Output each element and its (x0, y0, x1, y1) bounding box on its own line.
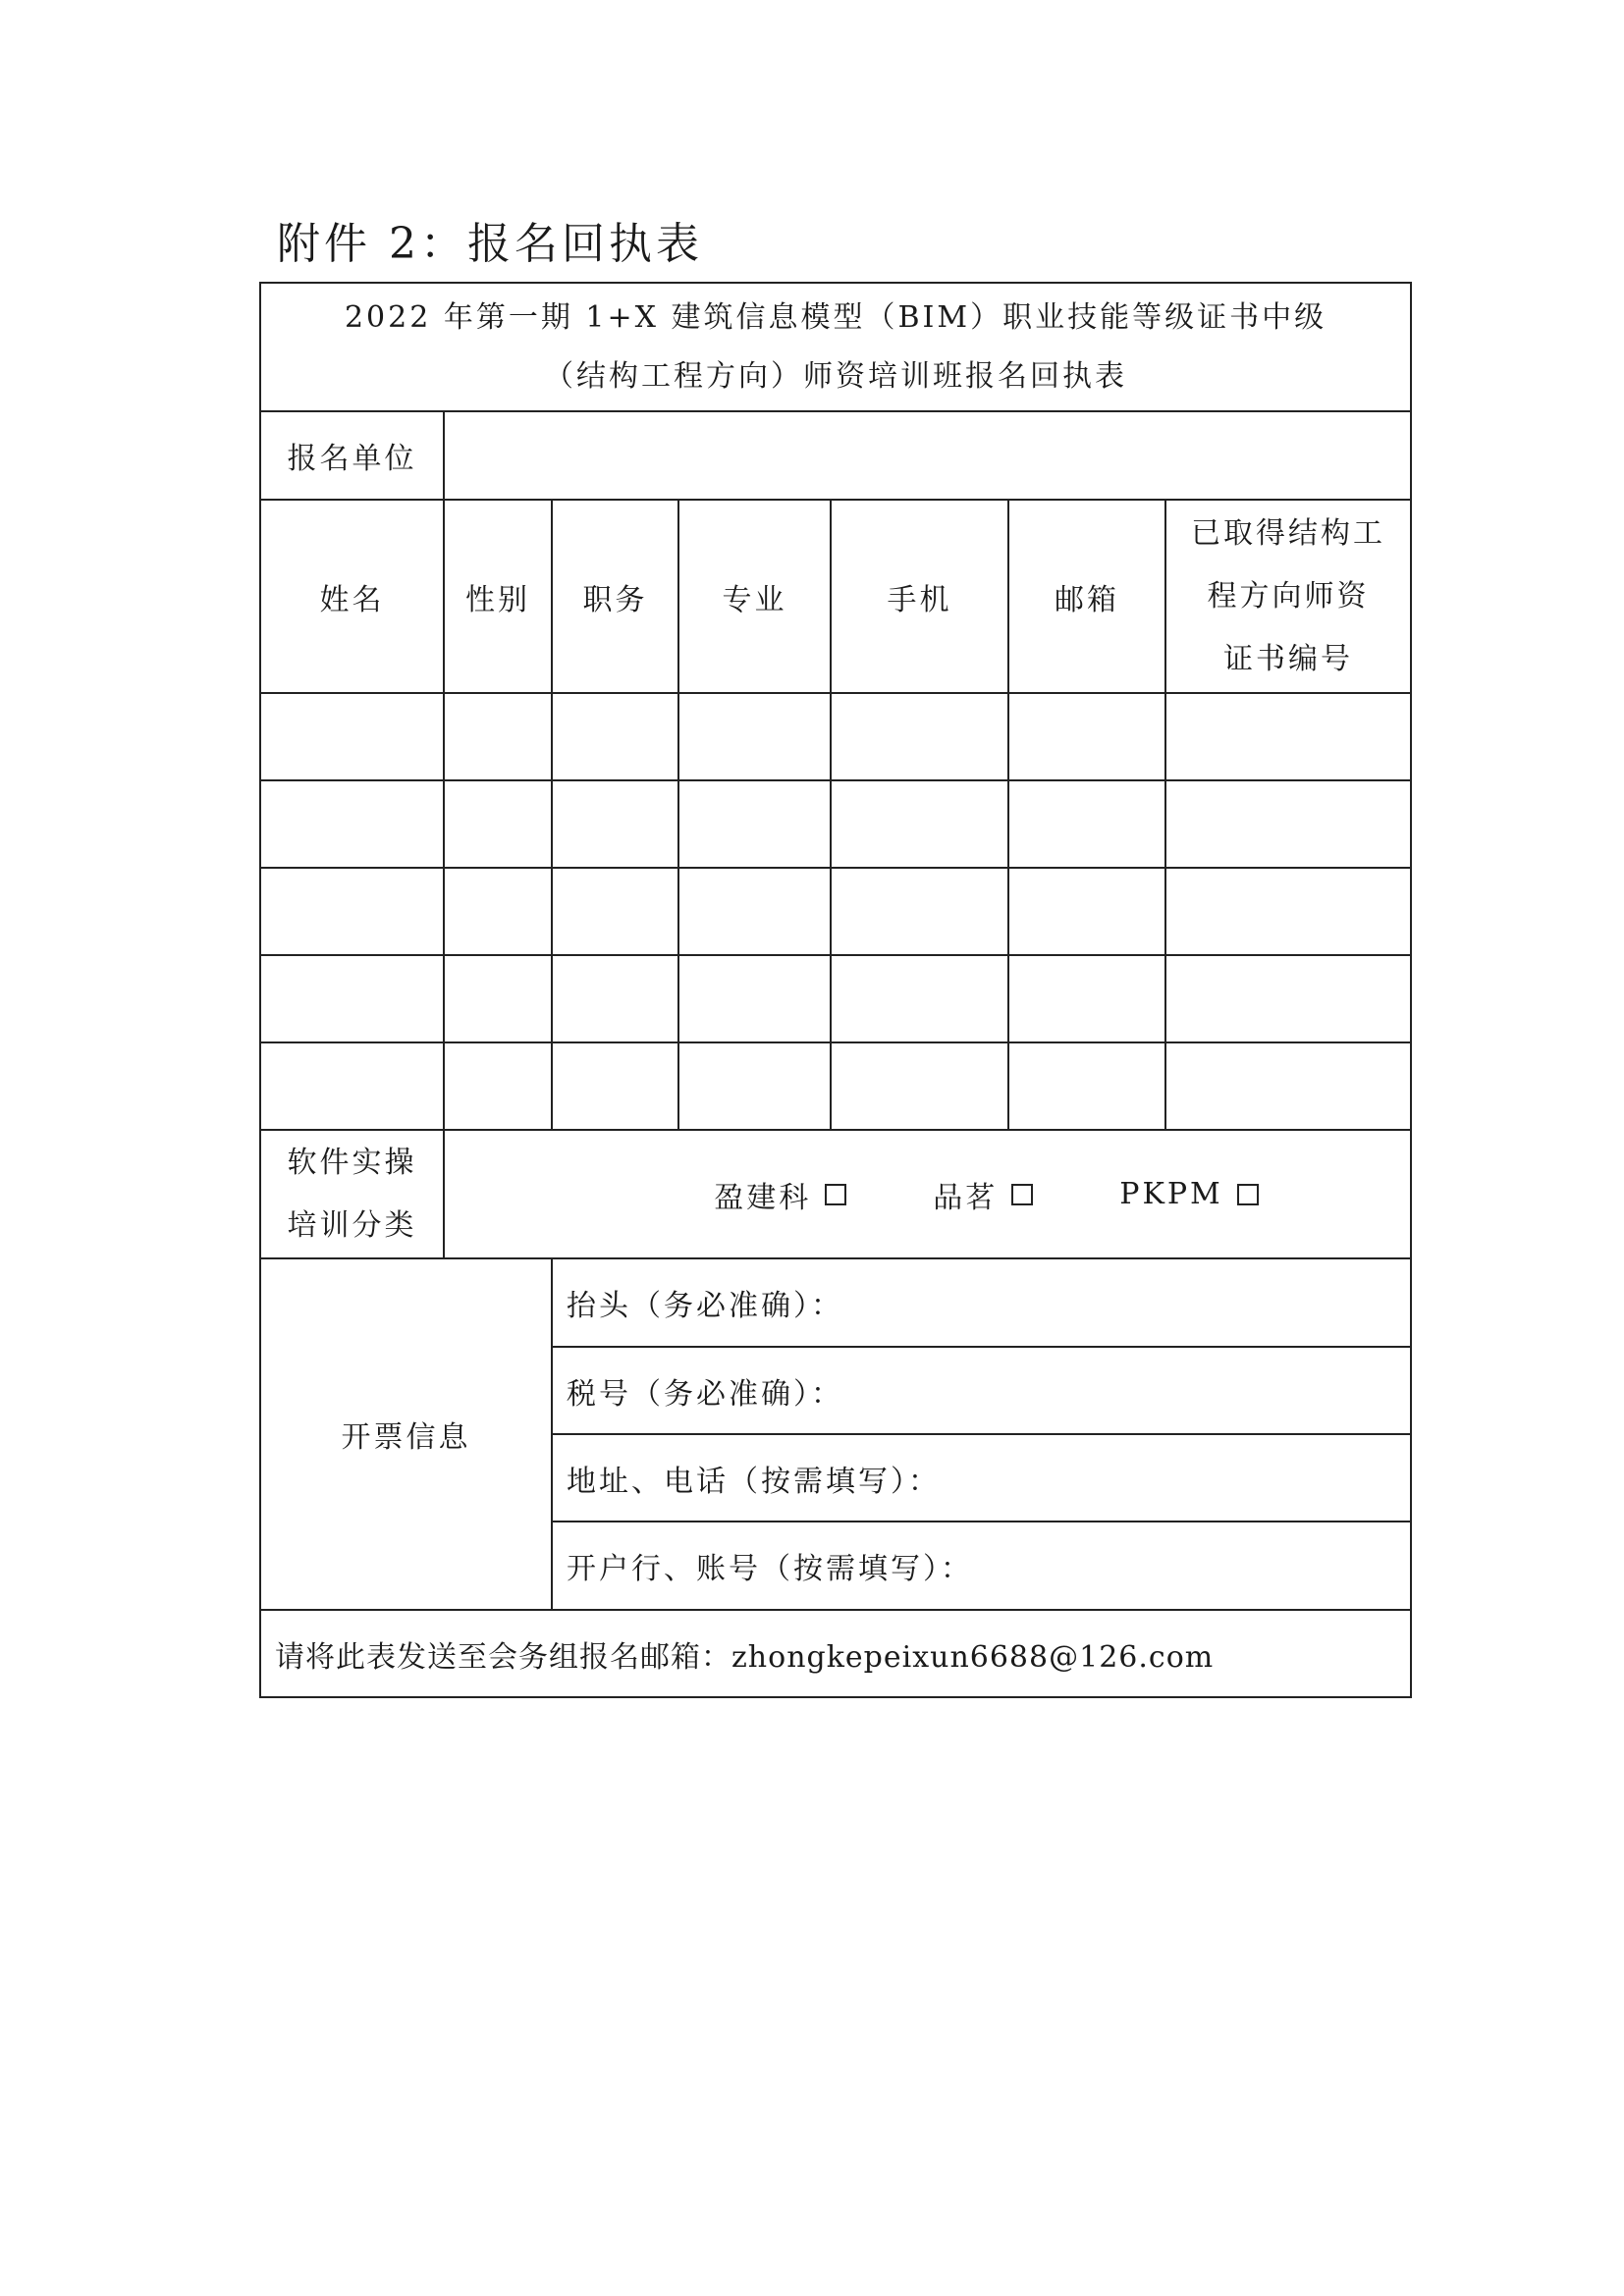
table-row (260, 693, 1411, 780)
table-row (260, 955, 1411, 1042)
table-row (260, 1042, 1411, 1130)
cert-header-line-2: 程方向师资 (1207, 578, 1370, 614)
column-header-major: 专业 (678, 500, 831, 693)
invoice-label: 开票信息 (260, 1258, 552, 1610)
cell-phone[interactable] (831, 1042, 1008, 1130)
cell-major[interactable] (678, 780, 831, 868)
cell-major[interactable] (678, 693, 831, 780)
cell-certificate[interactable] (1165, 1042, 1411, 1130)
cell-gender[interactable] (444, 693, 552, 780)
cell-email[interactable] (1008, 955, 1165, 1042)
cell-position[interactable] (552, 955, 678, 1042)
software-option-pinming[interactable] (933, 1173, 1033, 1216)
cell-major[interactable] (678, 1042, 831, 1130)
cell-name[interactable] (260, 780, 444, 868)
registration-form-table (259, 282, 1412, 1698)
checkbox-icon[interactable] (1011, 1184, 1033, 1205)
cert-header-line-3: 证书编号 (1223, 641, 1354, 676)
cell-major[interactable] (678, 868, 831, 955)
cell-gender[interactable] (444, 780, 552, 868)
table-row (260, 780, 1411, 868)
checkbox-icon[interactable] (825, 1184, 846, 1205)
cert-header-line-1: 已取得结构工 (1191, 515, 1386, 551)
option-label: PKPM (1119, 1177, 1223, 1211)
cell-gender[interactable] (444, 868, 552, 955)
cell-gender[interactable] (444, 1042, 552, 1130)
cell-email[interactable] (1008, 780, 1165, 868)
cell-name[interactable] (260, 955, 444, 1042)
software-label-line-2: 培训分类 (287, 1207, 417, 1243)
cell-name[interactable] (260, 1042, 444, 1130)
column-header-certificate-number (1165, 500, 1411, 693)
cell-certificate[interactable] (1165, 868, 1411, 955)
cell-position[interactable] (552, 1042, 678, 1130)
column-header-name: 姓名 (260, 500, 444, 693)
column-header-gender: 性别 (444, 500, 552, 693)
footer-email-note: 请将此表发送至会务组报名邮箱：zhongkepeixun6688@126.com (260, 1610, 1411, 1697)
invoice-field-title[interactable]: 抬头（务必准确）： (552, 1258, 1411, 1347)
software-label (260, 1130, 444, 1258)
cell-name[interactable] (260, 693, 444, 780)
cell-phone[interactable] (831, 955, 1008, 1042)
unit-input-cell[interactable] (444, 411, 1411, 500)
cell-gender[interactable] (444, 955, 552, 1042)
form-title (260, 283, 1411, 411)
software-label-line-1: 软件实操 (287, 1145, 417, 1180)
page-heading: 附件 2：报名回执表 (277, 219, 703, 269)
cell-position[interactable] (552, 868, 678, 955)
invoice-field-address-phone[interactable]: 地址、电话（按需填写）： (552, 1434, 1411, 1522)
invoice-field-bank-account[interactable]: 开户行、账号（按需填写）： (552, 1522, 1411, 1610)
cell-email[interactable] (1008, 1042, 1165, 1130)
unit-label: 报名单位 (260, 411, 444, 500)
cell-phone[interactable] (831, 780, 1008, 868)
software-option-yjk[interactable] (714, 1173, 846, 1216)
cell-position[interactable] (552, 693, 678, 780)
column-header-phone: 手机 (831, 500, 1008, 693)
software-options (444, 1130, 1411, 1258)
invoice-field-tax-id[interactable]: 税号（务必准确）： (552, 1347, 1411, 1434)
checkbox-icon[interactable] (1237, 1184, 1259, 1205)
cell-position[interactable] (552, 780, 678, 868)
option-label: 品茗 (933, 1180, 999, 1215)
column-header-email: 邮箱 (1008, 500, 1165, 693)
cell-name[interactable] (260, 868, 444, 955)
column-header-position: 职务 (552, 500, 678, 693)
cell-major[interactable] (678, 955, 831, 1042)
cell-email[interactable] (1008, 693, 1165, 780)
software-option-pkpm[interactable] (1119, 1173, 1259, 1216)
form-title-line-1: 2022 年第一期 1+X 建筑信息模型（BIM）职业技能等级证书中级 (344, 299, 1327, 335)
cell-certificate[interactable] (1165, 693, 1411, 780)
cell-phone[interactable] (831, 868, 1008, 955)
option-label: 盈建科 (714, 1180, 812, 1215)
table-row (260, 868, 1411, 955)
cell-certificate[interactable] (1165, 780, 1411, 868)
form-title-line-2: （结构工程方向）师资培训班报名回执表 (544, 358, 1128, 394)
cell-phone[interactable] (831, 693, 1008, 780)
cell-email[interactable] (1008, 868, 1165, 955)
cell-certificate[interactable] (1165, 955, 1411, 1042)
